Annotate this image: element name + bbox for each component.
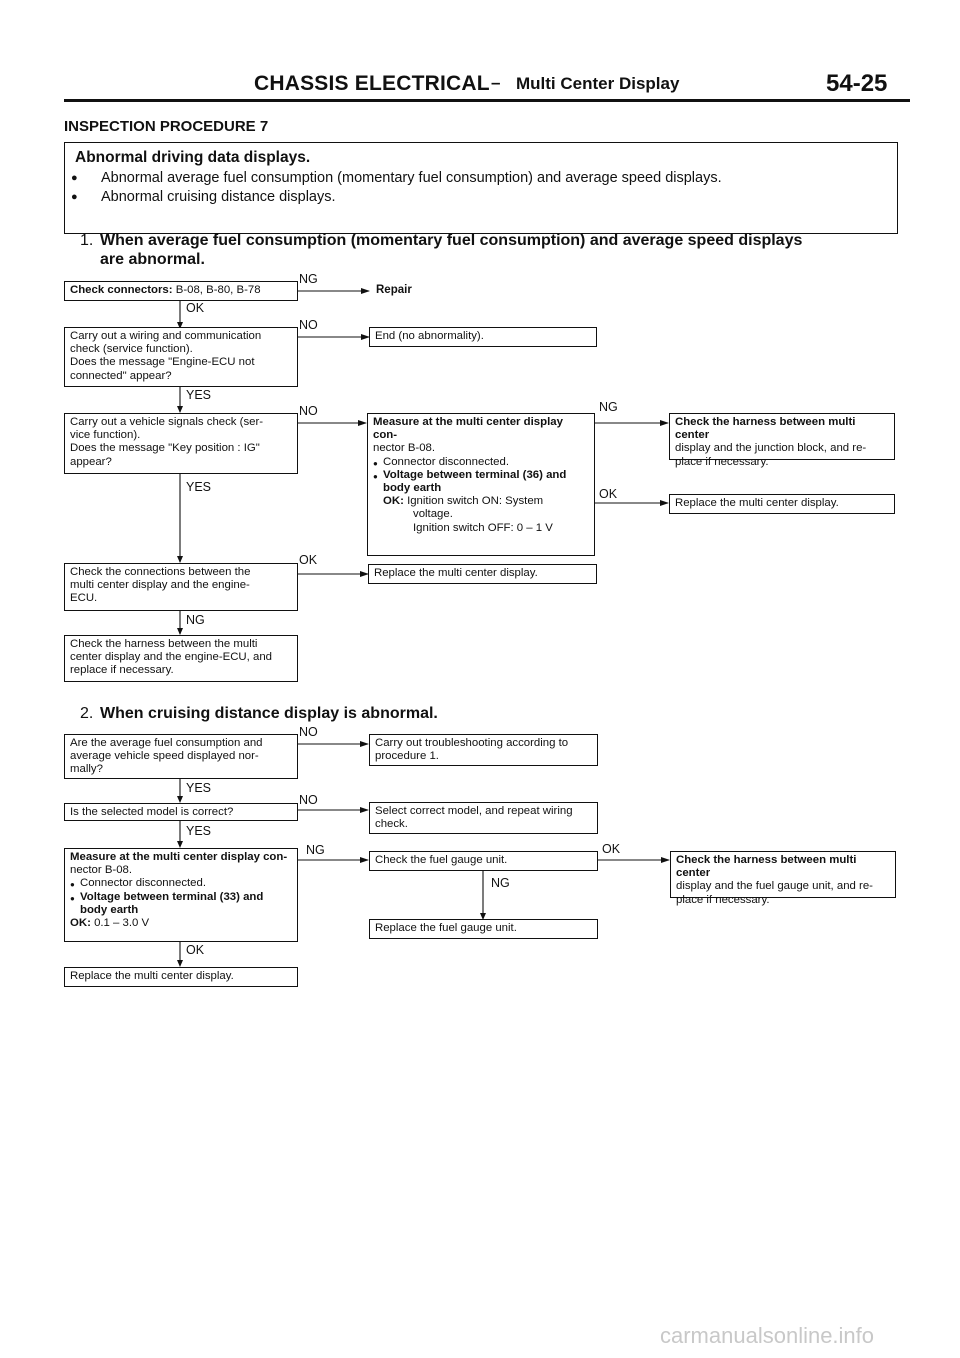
label-ng: NG (186, 613, 205, 627)
troubleshoot-box: Carry out troubleshooting according to procedure 1. (369, 734, 598, 766)
label-ng: NG (306, 843, 325, 857)
harness-gauge-box: Check the harness between multi center display and the fuel gauge unit, and re- place if necessary. (670, 851, 896, 898)
label-ng: NG (491, 876, 510, 890)
label-no: NO (299, 318, 318, 332)
header-subtitle: Multi Center Display (516, 74, 680, 93)
measure-connector-box: Measure at the multi center display con- nector B-08. ● Connector disconnected. ● Voltage between terminal (36) and body earth OK: Ignition switch ON: System voltage. Ignition switch OFF: 0 – 1 V (367, 413, 595, 556)
harness-engine-box: Check the harness between the multi center display and the engine-ECU, and replace if necessary. (64, 635, 298, 682)
section2-heading: When cruising distance display is abnormal. (100, 705, 438, 722)
label-no: NO (299, 404, 318, 418)
wiring-check-box: Carry out a wiring and communication check (service function). Does the message "Engine-ECU not connected" appear? (64, 327, 298, 387)
section1-heading-2: are abnormal. (100, 251, 205, 268)
label-ok: OK (299, 553, 318, 567)
label-yes: YES (186, 388, 212, 402)
harness-junction-box: Check the harness between multi center display and the junction block, and re- place if necessary. (669, 413, 895, 460)
replace-display-box: Replace the multi center display. (669, 494, 895, 514)
label-yes: YES (186, 480, 212, 494)
label-ng: NG (599, 400, 618, 414)
section1-heading-1: When average fuel consumption (momentary fuel consumption) and average speed displays (100, 232, 803, 249)
replace-display-box: Replace the multi center display. (368, 564, 597, 584)
label-ok: OK (186, 301, 205, 315)
symptom-item: ● Abnormal cruising distance displays. (75, 188, 887, 207)
header-title: CHASSIS ELECTRICAL (254, 72, 490, 95)
section2-number: 2. (80, 705, 94, 722)
fuel-gauge-check-box: Check the fuel gauge unit. (369, 851, 598, 871)
replace-display-box-2: Replace the multi center display. (64, 967, 298, 987)
label-no: NO (299, 725, 318, 739)
procedure-title: INSPECTION PROCEDURE 7 (64, 118, 269, 135)
watermark: carmanualsonline.info (660, 1323, 875, 1348)
label-ok: OK (602, 842, 621, 856)
vehicle-signals-box: Carry out a vehicle signals check (ser- vice function). Does the message "Key position : IG" appear? (64, 413, 298, 474)
label-ok: OK (599, 487, 618, 501)
label-no: NO (299, 793, 318, 807)
model-check-box: Is the selected model is correct? (64, 803, 298, 821)
label-ng: NG (299, 272, 318, 286)
header-dash: – (491, 73, 501, 92)
average-display-box: Are the average fuel consumption and average vehicle speed displayed nor- mally? (64, 734, 298, 779)
label-yes: YES (186, 781, 212, 795)
symptom-heading: Abnormal driving data displays. (75, 149, 311, 166)
label-yes: YES (186, 824, 212, 838)
repair-label: Repair (376, 284, 412, 296)
check-connections-box: Check the connections between the multi center display and the engine- ECU. (64, 563, 298, 611)
end-no-abnormality-box: End (no abnormality). (369, 327, 597, 347)
replace-gauge-box: Replace the fuel gauge unit. (369, 919, 598, 939)
symptom-item: ● Abnormal average fuel consumption (momentary fuel consumption) and average speed displays. (75, 169, 887, 188)
check-connectors-box: Check connectors: B-08, B-80, B-78 (64, 281, 298, 301)
label-ok: OK (186, 943, 205, 957)
section1-number: 1. (80, 232, 94, 249)
measure-connector-box-2: Measure at the multi center display con- nector B-08. ● Connector disconnected. ● Voltage between terminal (33) and body earth OK: 0.1 – 3.0 V (64, 848, 298, 942)
page-number: 54-25 (826, 70, 888, 97)
select-model-box: Select correct model, and repeat wiring check. (369, 802, 598, 834)
